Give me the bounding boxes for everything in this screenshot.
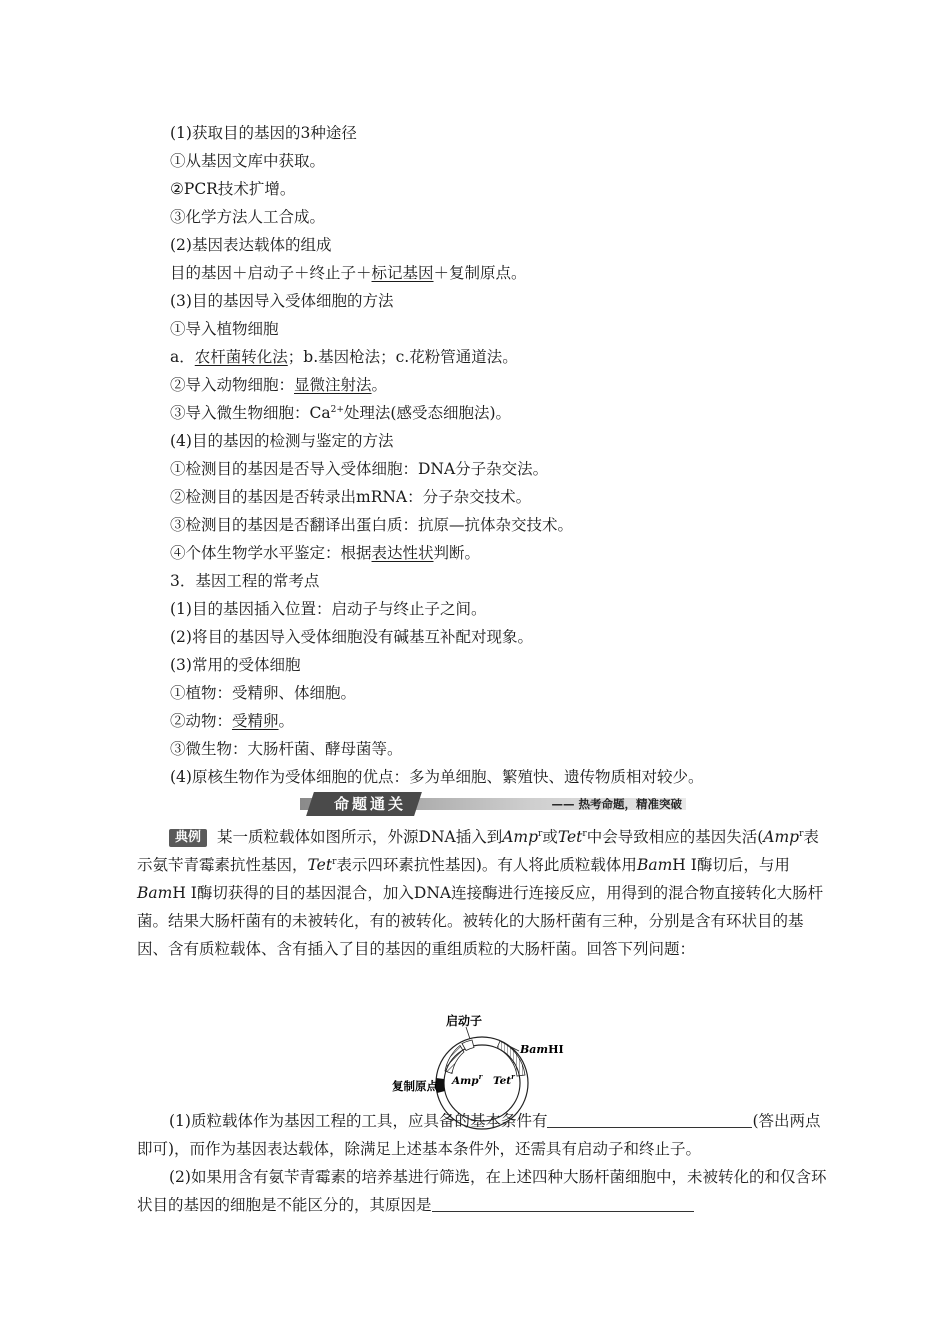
text-line: ③微生物：大肠杆菌、酵母菌等。 <box>170 740 403 758</box>
text-segment: (答出两点即可)，而作为基因表达载体，除满足上述基本条件外，还需具有启动子和终止子。 <box>137 1112 821 1158</box>
text-segment: ；b.基因枪法；c.花粉管通道法。 <box>287 348 518 366</box>
banner-subtitle: —— 热考命题，精准突破 <box>551 797 682 811</box>
gene-name: Amp <box>763 828 800 846</box>
text-line: ①从基因文库中获取。 <box>170 152 326 170</box>
text-line <box>170 375 387 395</box>
text-line: ②PCR技术扩增。 <box>170 180 296 198</box>
text-line: ③检测目的基因是否翻译出蛋白质：抗原—抗体杂交技术。 <box>170 516 574 534</box>
text-segment: (2)如果用含有氨苄青霉素的培养基进行筛选，在上述四种大肠杆菌细胞中，未被转化的和仅含环状目的基因的细胞是不能区分的，其原因是 <box>137 1168 827 1214</box>
underlined-term: 表达性状 <box>371 544 434 562</box>
text-line: (4)目的基因的检测与鉴定的方法 <box>170 432 394 450</box>
text-segment: 中会导致相应的基因失活( <box>586 828 764 846</box>
banner-title: 命题通关 <box>333 795 406 813</box>
promoter-segment <box>462 1040 474 1051</box>
text-line <box>170 263 527 283</box>
text-segment: 处理法(感受态细胞法)。 <box>343 404 511 422</box>
text-segment: 表示氨苄青霉素抗性基因， <box>137 828 819 874</box>
text-segment: 。 <box>371 376 388 394</box>
underlined-term: 显微注射法 <box>294 376 372 394</box>
text-segment: (1)质粒载体作为基因工程的工具，应具备的基本条件有 <box>169 1112 548 1130</box>
text-segment: a． <box>170 348 195 366</box>
text-segment: 判断。 <box>433 544 481 562</box>
text-segment: ②动物： <box>170 712 233 730</box>
text-line: (1)目的基因插入位置：启动子与终止子之间。 <box>170 600 487 618</box>
text-line: (4)原核生物作为受体细胞的优点：多为单细胞、繁殖快、遗传物质相对较少。 <box>170 768 704 786</box>
amp-label: Amp$^r$ <box>452 1072 483 1087</box>
text-line: (2)基因表达载体的组成 <box>170 236 332 254</box>
text-line: (3)常用的受体细胞 <box>170 656 301 674</box>
tet-label: Tet$^r$ <box>493 1072 515 1087</box>
text-segment: ④个体生物学水平鉴定：根据 <box>170 544 372 562</box>
gene-name: Tet <box>557 828 583 846</box>
section-banner <box>300 792 686 816</box>
gene-name: Amp <box>502 828 539 846</box>
enzyme-name: Bam <box>636 856 673 874</box>
gene-name: Tet <box>307 856 333 874</box>
text-line <box>170 543 480 563</box>
superscript: r <box>538 829 543 839</box>
underlined-term: 标记基因 <box>371 264 434 282</box>
ori-label: 复制原点 <box>392 1079 438 1093</box>
amp-gene-segment <box>445 1046 464 1074</box>
underlined-term: 农杆菌转化法 <box>194 348 288 366</box>
text-line: ①植物：受精卵、体细胞。 <box>170 684 357 702</box>
text-line <box>170 347 518 367</box>
text-line: (3)目的基因导入受体细胞的方法 <box>170 292 394 310</box>
text-line: (2)将目的基因导入受体细胞没有碱基互补配对现象。 <box>170 628 533 646</box>
superscript: r <box>799 829 804 839</box>
example-badge: 典例 <box>169 829 207 847</box>
text-segment: 某一质粒载体如图所示，外源DNA插入到 <box>217 828 503 846</box>
enzyme-name-rest: H Ⅰ <box>672 856 697 874</box>
text-segment: 或 <box>542 828 558 846</box>
question-2 <box>137 1163 827 1219</box>
text-segment: 目的基因＋启动子＋终止子＋ <box>170 264 372 282</box>
text-segment: 表示四环素抗性基因)。有人将此质粒载体用 <box>336 856 637 874</box>
answer-blank[interactable] <box>432 1195 694 1212</box>
superscript: 2+ <box>330 405 344 415</box>
superscript: r <box>332 857 337 867</box>
text-line: (1)获取目的基因的3种途径 <box>170 124 357 142</box>
text-segment: ②导入动物细胞： <box>170 376 295 394</box>
bamhi-label: BamHⅠ <box>520 1043 564 1056</box>
enzyme-name: Bam <box>137 884 173 902</box>
text-line: ①导入植物细胞 <box>170 320 279 338</box>
text-segment: ＋复制原点。 <box>433 264 527 282</box>
underlined-term: 受精卵 <box>232 712 279 730</box>
text-line <box>170 711 294 731</box>
text-line: 3．基因工程的常考点 <box>170 572 320 590</box>
enzyme-name-rest: H Ⅰ <box>172 884 197 902</box>
text-segment: ③导入微生物细胞：Ca <box>170 404 331 422</box>
text-segment: 酶切获得的目的基因混合，加入DNA连接酶进行连接反应，用得到的混合物直接转化大肠杆菌。结果大肠杆菌有的未被转化，有的被转化。被转化的大肠杆菌有三种，分别是含有环状目的基因、含有质粒载体、含有插入了目的基因的重组质粒的大肠杆菌。回答下列问题： <box>137 884 824 958</box>
text-segment: 。 <box>278 712 295 730</box>
text-line: ③化学方法人工合成。 <box>170 208 326 226</box>
text-line: ②检测目的基因是否转录出mRNA：分子杂交技术。 <box>170 488 532 506</box>
answer-blank[interactable] <box>547 1111 752 1128</box>
text-line <box>170 403 511 423</box>
example-paragraph <box>137 823 827 963</box>
text-segment: 酶切后，与用 <box>696 856 790 874</box>
text-line: ①检测目的基因是否导入受体细胞：DNA分子杂交法。 <box>170 460 549 478</box>
superscript: r <box>582 829 587 839</box>
question-1 <box>137 1107 827 1163</box>
promoter-label: 启动子 <box>446 1014 483 1028</box>
